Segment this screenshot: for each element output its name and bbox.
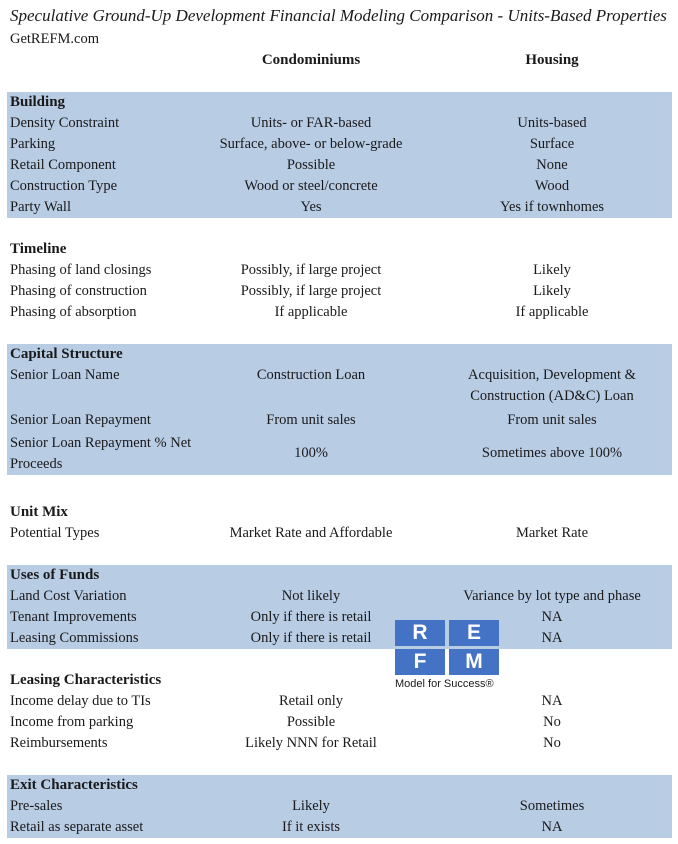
condo-value: Surface, above- or below-grade bbox=[219, 136, 403, 152]
housing-value: Surface bbox=[529, 136, 575, 152]
logo-letter-e: E bbox=[449, 620, 499, 646]
housing-value: Acquisition, Development & Construction (AD&C) Loan bbox=[468, 367, 636, 404]
condo-value: Wood or steel/concrete bbox=[244, 178, 378, 194]
row-label: Parking bbox=[10, 136, 56, 152]
row-label: Phasing of construction bbox=[10, 283, 147, 299]
section-title: Exit Characteristics bbox=[10, 777, 138, 793]
row-label: Phasing of absorption bbox=[10, 304, 137, 320]
section-title: Building bbox=[10, 94, 66, 110]
condo-value: If it exists bbox=[282, 819, 340, 835]
housing-value: Likely bbox=[533, 283, 571, 299]
logo-tagline: Model for Success® bbox=[395, 678, 494, 690]
refm-logo bbox=[395, 620, 505, 690]
document-title: Speculative Ground-Up Development Financial Modeling Comparison - Units-Based Properties bbox=[10, 6, 667, 25]
housing-value: No bbox=[543, 714, 561, 730]
table-row bbox=[7, 302, 672, 323]
site-name: GetREFM.com bbox=[10, 31, 100, 47]
table-row bbox=[7, 407, 672, 433]
condo-value: Market Rate and Affordable bbox=[229, 525, 393, 541]
section-title: Timeline bbox=[10, 241, 67, 257]
row-label: Senior Loan Repayment bbox=[10, 412, 151, 428]
section-title: Unit Mix bbox=[10, 504, 68, 520]
housing-value: Variance by lot type and phase bbox=[463, 588, 641, 604]
table-row bbox=[7, 176, 672, 197]
housing-value: Likely bbox=[533, 262, 571, 278]
housing-value: None bbox=[536, 157, 568, 173]
condo-value: Possible bbox=[286, 714, 336, 730]
condo-value: Only if there is retail bbox=[250, 609, 372, 625]
row-label: Tenant Improvements bbox=[10, 609, 137, 625]
housing-value: From unit sales bbox=[507, 412, 597, 428]
section-unit-mix bbox=[7, 502, 672, 544]
table-row bbox=[7, 796, 672, 817]
row-label: Retail as separate asset bbox=[10, 819, 144, 835]
housing-value: Wood bbox=[534, 178, 570, 194]
row-label: Leasing Commissions bbox=[10, 630, 139, 646]
row-label: Retail Component bbox=[10, 157, 116, 173]
table-row bbox=[7, 365, 672, 407]
table-row bbox=[7, 113, 672, 134]
housing-value: Market Rate bbox=[515, 525, 589, 541]
row-label: Density Constraint bbox=[10, 115, 120, 131]
row-label: Pre-sales bbox=[10, 798, 63, 814]
logo-letter-r: R bbox=[395, 620, 445, 646]
condo-value: Possibly, if large project bbox=[240, 262, 382, 278]
housing-value: NA bbox=[541, 630, 563, 646]
row-label: Income from parking bbox=[10, 714, 134, 730]
condo-value: Likely NNN for Retail bbox=[245, 735, 377, 751]
section-title: Leasing Characteristics bbox=[10, 672, 162, 688]
housing-value: Yes if townhomes bbox=[499, 199, 605, 215]
column-header-housing: Housing bbox=[525, 52, 579, 68]
logo-letter-f: F bbox=[395, 649, 445, 675]
table-row bbox=[7, 607, 672, 628]
row-label: Income delay due to TIs bbox=[10, 693, 151, 709]
condo-value: Not likely bbox=[281, 588, 341, 604]
table-row bbox=[7, 134, 672, 155]
row-label: Senior Loan Repayment % Net Proceeds bbox=[10, 435, 192, 472]
condo-value: Likely bbox=[292, 798, 330, 814]
condo-value: If applicable bbox=[274, 304, 348, 320]
row-label: Senior Loan Name bbox=[10, 367, 120, 383]
condo-value: Only if there is retail bbox=[250, 630, 372, 646]
condo-value: From unit sales bbox=[266, 412, 356, 428]
row-label: Construction Type bbox=[10, 178, 118, 194]
condo-value: 100% bbox=[294, 445, 328, 461]
table-row bbox=[7, 712, 672, 733]
section-title: Capital Structure bbox=[10, 346, 123, 362]
section-leasing-characteristics bbox=[7, 670, 672, 754]
housing-value: Sometimes bbox=[519, 798, 585, 814]
condo-value: Retail only bbox=[278, 693, 344, 709]
table-row bbox=[7, 586, 672, 607]
table-row bbox=[7, 197, 672, 218]
table-row bbox=[7, 691, 672, 712]
section-title: Uses of Funds bbox=[10, 567, 100, 583]
condo-value: Construction Loan bbox=[256, 367, 366, 383]
housing-value: Units-based bbox=[517, 115, 587, 131]
table-row bbox=[7, 733, 672, 754]
condo-value: Units- or FAR-based bbox=[250, 115, 372, 131]
table-row bbox=[7, 817, 672, 838]
section-uses-of-funds bbox=[7, 565, 672, 649]
condo-value: Possibly, if large project bbox=[240, 283, 382, 299]
section-building bbox=[7, 92, 672, 218]
row-label: Potential Types bbox=[10, 525, 100, 541]
section-timeline bbox=[7, 239, 672, 323]
housing-value: NA bbox=[541, 693, 563, 709]
table-row bbox=[7, 523, 672, 544]
housing-value: NA bbox=[541, 819, 563, 835]
logo-letter-m: M bbox=[449, 649, 499, 675]
row-label: Reimbursements bbox=[10, 735, 108, 751]
row-label: Land Cost Variation bbox=[10, 588, 127, 604]
condo-value: Yes bbox=[300, 199, 322, 215]
table-row bbox=[7, 260, 672, 281]
row-label: Phasing of land closings bbox=[10, 262, 152, 278]
table-row bbox=[7, 433, 672, 475]
row-label: Party Wall bbox=[10, 199, 71, 215]
table-row bbox=[7, 155, 672, 176]
housing-value: If applicable bbox=[515, 304, 589, 320]
condo-value: Possible bbox=[286, 157, 336, 173]
housing-value: NA bbox=[541, 609, 563, 625]
section-capital-structure bbox=[7, 344, 672, 475]
table-row bbox=[7, 628, 672, 649]
housing-value: Sometimes above 100% bbox=[481, 445, 623, 461]
section-exit-characteristics bbox=[7, 775, 672, 838]
housing-value: No bbox=[543, 735, 561, 751]
column-header-condominiums: Condominiums bbox=[261, 52, 361, 68]
table-row bbox=[7, 281, 672, 302]
